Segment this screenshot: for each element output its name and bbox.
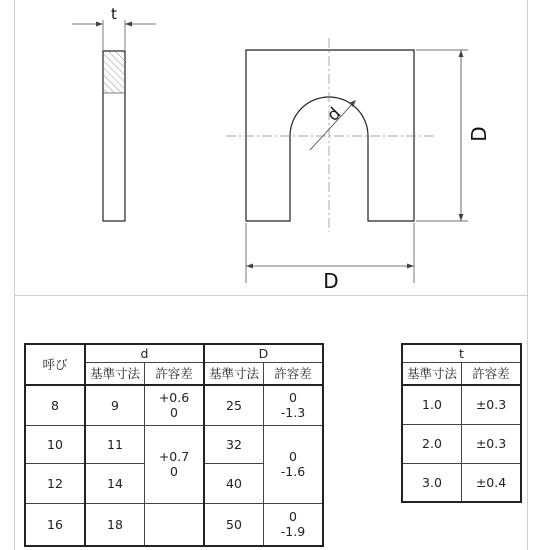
tol-lower: -1.6 — [280, 464, 306, 479]
tol-lower: 0 — [170, 405, 178, 421]
cell-D-tol — [264, 503, 324, 546]
table-row — [25, 503, 323, 546]
cell-t-tol: ±0.4 — [462, 463, 522, 502]
tol-upper: 0 — [289, 509, 297, 525]
header-d-base: 基準寸法 — [85, 362, 145, 385]
tol-upper: +0.7 — [158, 449, 190, 464]
header-t-tol: 許容差 — [462, 362, 522, 385]
header-t-base: 基準寸法 — [402, 362, 462, 385]
cell-d-tol — [145, 503, 205, 546]
header-d: d — [85, 344, 204, 362]
table-row — [402, 463, 521, 502]
cell-nominal: 8 — [25, 385, 85, 425]
table-row — [25, 425, 323, 463]
table-row — [402, 424, 521, 463]
header-D-tol: 許容差 — [264, 362, 324, 385]
cell-D-tol — [264, 425, 324, 503]
table-row — [402, 385, 521, 424]
cell-t-tol: ±0.3 — [462, 385, 522, 424]
thickness-table — [401, 343, 522, 503]
tol-lower: -1.3 — [280, 405, 306, 421]
cell-d-tol — [145, 425, 205, 503]
cell-d-base: 18 — [85, 503, 145, 546]
cell-nominal: 10 — [25, 425, 85, 463]
cell-d-base: 11 — [85, 425, 145, 463]
cell-nominal: 12 — [25, 463, 85, 503]
dimension-table — [24, 343, 324, 547]
tol-upper: 0 — [289, 390, 297, 406]
cell-t-base: 3.0 — [402, 463, 462, 502]
tol-lower: -1.9 — [280, 524, 306, 540]
cell-D-base: 50 — [204, 503, 264, 546]
cell-t-base: 2.0 — [402, 424, 462, 463]
cell-nominal: 16 — [25, 503, 85, 546]
tol-upper: +0.6 — [158, 390, 190, 406]
tol-upper: 0 — [289, 449, 297, 464]
cell-d-base: 14 — [85, 463, 145, 503]
label-D-horizontal: D — [323, 269, 339, 293]
header-nominal: 呼び — [25, 344, 85, 385]
cell-d-tol — [145, 385, 205, 425]
header-D: D — [204, 344, 323, 362]
cell-d-base: 9 — [85, 385, 145, 425]
cell-D-base: 25 — [204, 385, 264, 425]
header-D-base: 基準寸法 — [204, 362, 264, 385]
label-d: d — [323, 103, 346, 126]
cell-D-base: 40 — [204, 463, 264, 503]
label-D-vertical: D — [467, 126, 491, 142]
label-t: t — [111, 5, 117, 23]
header-d-tol: 許容差 — [145, 362, 205, 385]
cell-D-tol — [264, 385, 324, 425]
table-row — [25, 385, 323, 425]
side-view — [72, 5, 156, 221]
tol-lower: 0 — [170, 464, 178, 479]
cell-D-base: 32 — [204, 425, 264, 463]
header-t: t — [402, 344, 521, 362]
cell-t-base: 1.0 — [402, 385, 462, 424]
front-view — [226, 38, 491, 293]
cell-t-tol: ±0.3 — [462, 424, 522, 463]
